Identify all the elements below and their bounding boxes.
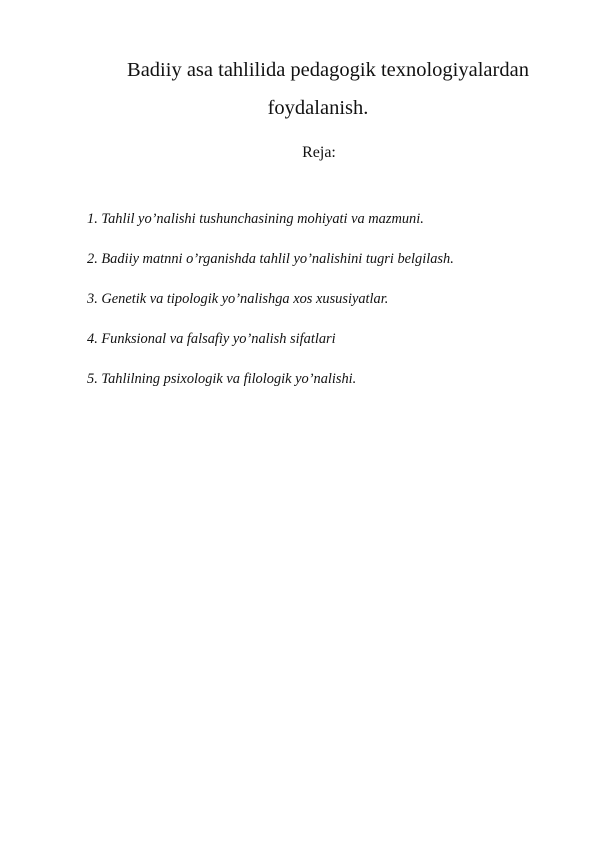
plan-heading: Reja:: [302, 144, 336, 161]
document-title-line-1: Badiiy asa tahlilida pedagogik texnologiyalardan: [127, 59, 529, 81]
plan-item-2: 2. Badiiy matnni o’rganishda tahlil yo’nalishini tugri belgilash.: [87, 251, 454, 267]
document-title-line-2: foydalanish.: [267, 97, 369, 119]
plan-item-4: 4. Funksional va falsafiy yo’nalish sifatlari: [87, 331, 336, 347]
plan-item-5: 5. Tahlilning psixologik va filologik yo’nalishi.: [87, 371, 357, 387]
plan-item-1: 1. Tahlil yo’nalishi tushunchasining mohiyati va mazmuni.: [87, 211, 424, 227]
plan-item-3: 3. Genetik va tipologik yo’nalishga xos xususiyatlar.: [87, 291, 389, 307]
plan-list: [87, 209, 454, 409]
